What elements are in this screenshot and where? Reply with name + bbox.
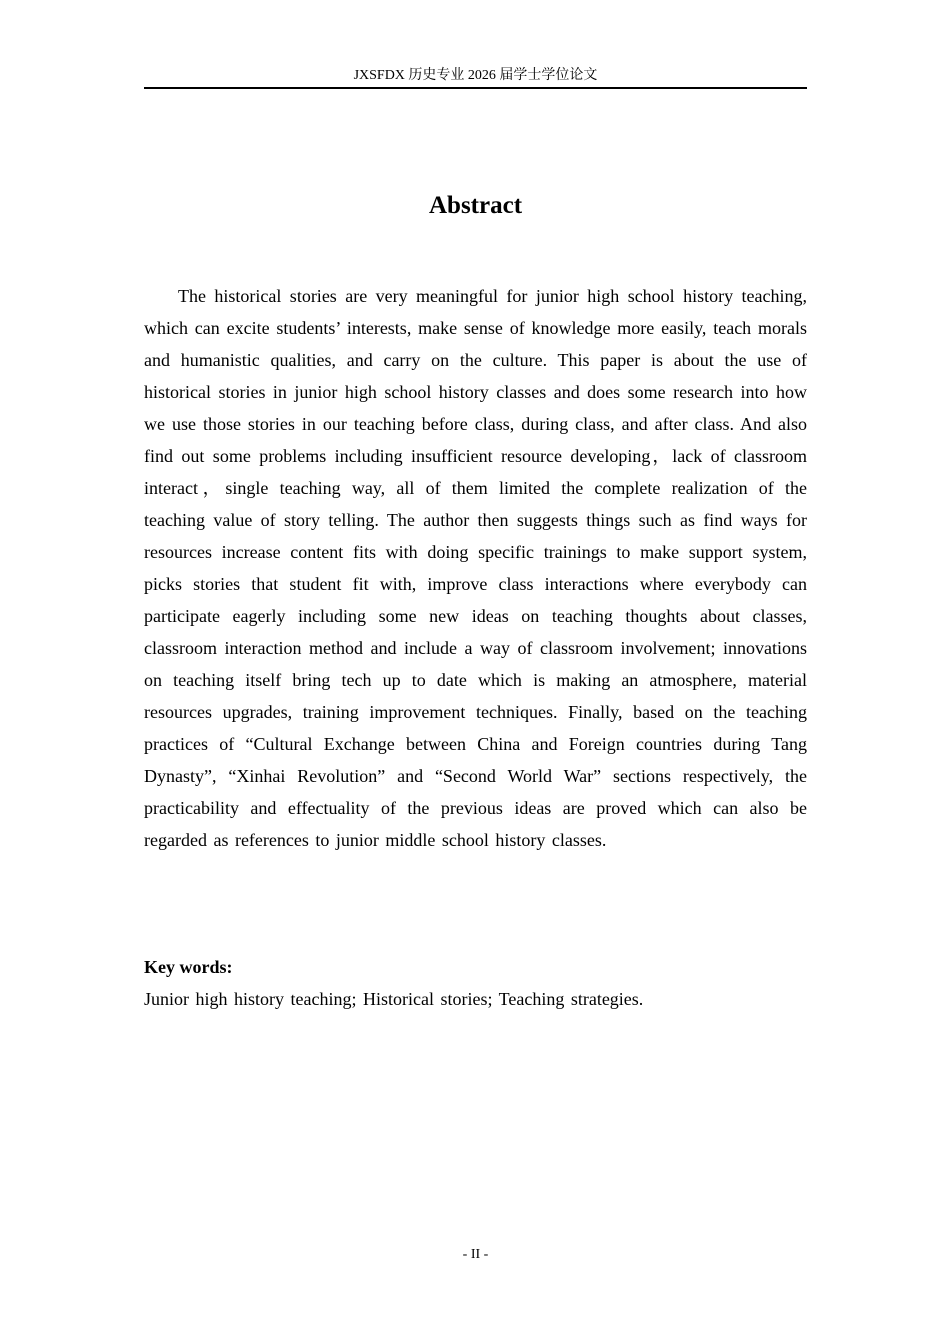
keywords-label: Key words: xyxy=(144,957,233,977)
abstract-heading: Abstract xyxy=(428,192,523,219)
keywords-text: Junior high history teaching; Historical stories; Teaching strategies. xyxy=(144,989,644,1009)
header-divider xyxy=(144,87,807,89)
running-header: JXSFDX 历史专业 2026 届学士学位论文 xyxy=(353,68,598,83)
abstract-body: The historical stories are very meaningful for junior high school history teaching, which can excite students’ interests, make sense of knowledge more easily, teach morals and humanistic qualities, and carry on the culture. This paper is about the use of historical stories in junior high school history classes and does some research into how we use those stories in our teaching before class, during class, and after class. And also find out some problems including insufficient resource developing，lack of classroom interact，single teaching way, all of them limited the complete realization of the teaching value of story telling. The author then suggests things such as find ways for resources increase content fits with doing specific trainings to make support system, picks stories that student fit with, improve class interactions where everybody can participate eagerly including some new ideas on teaching thoughts about classes, classroom interaction method and include a way of classroom involvement; innovations on teaching itself bring tech up to date which is making an atmosphere, material resources upgrades, training improvement techniques. Finally, based on the teaching practices of “Cultural Exchange between China and Foreign countries during Tang Dynasty”, “Xinhai Revolution” and “Second World War” sections respectively, the practicability and effectuality of the previous ideas are proved which can also be regarded as references to junior middle school history classes. xyxy=(144,286,807,850)
page-number: - II - xyxy=(462,1247,489,1262)
